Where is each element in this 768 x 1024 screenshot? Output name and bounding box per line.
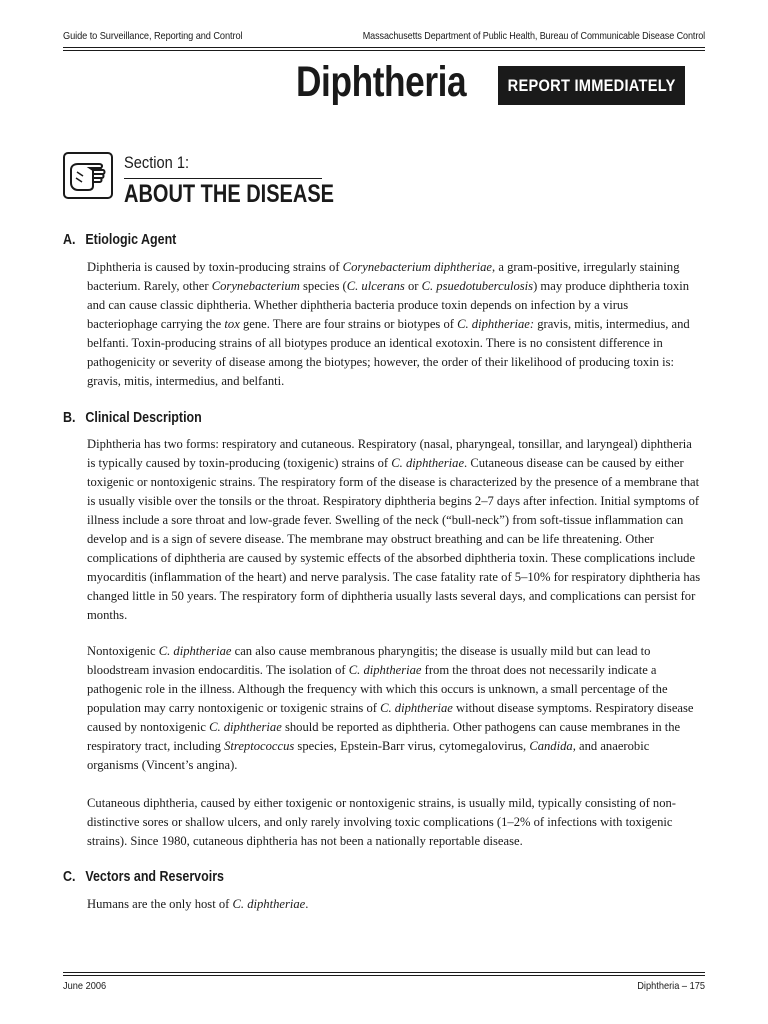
subsection-letter: B.	[63, 410, 76, 426]
italic-term: Corynebacterium	[211, 279, 300, 293]
italic-term: tox	[224, 317, 240, 331]
clinical-description-paragraph-2	[87, 642, 701, 775]
subsection-title: Vectors and Reservoirs	[85, 869, 224, 885]
text-run: ) may produce diphtheria toxin and can cause classic diphtheria. Whether diphtheria bacteria produce toxin depends on infection by a virus bacteriophage carrying the	[87, 279, 690, 331]
text-run: and anaerobic organisms (Vincent’s angina).	[87, 739, 650, 772]
footer-page-number: Diphtheria – 175	[637, 980, 705, 992]
text-run: Humans are the only host of	[87, 897, 233, 911]
subsection-title: Clinical Description	[85, 410, 202, 426]
text-run: Nontoxigenic	[87, 644, 159, 658]
section-number: Section 1:	[124, 153, 190, 172]
text-run: Diphtheria has two forms: respiratory and cutaneous. Respiratory (nasal, pharyngeal, tonsillar, and laryngeal) diphtheria is typically caused by toxin-producing (toxigenic) strains of	[87, 437, 692, 470]
text-run: or	[404, 279, 422, 293]
italic-term: C. diphtheriae	[209, 720, 282, 734]
etiologic-agent-paragraph	[87, 258, 701, 391]
subsection-title: Etiologic Agent	[85, 232, 177, 248]
footer-rule-2	[63, 975, 705, 976]
report-immediately-badge	[498, 66, 685, 105]
text-run: can also cause membranous pharyngitis; the disease is usually mild but can lead to bloodstream invasion endocarditis. The isolation of	[87, 644, 651, 677]
italic-term: Streptococcus	[224, 739, 295, 753]
italic-term: C. diphtheriae:	[457, 317, 535, 331]
footer-rule	[63, 972, 705, 973]
text-run: gene. There are four strains or biotypes of	[239, 317, 458, 331]
text-run: species (	[299, 279, 347, 293]
header-department: Massachusetts Department of Public Health, Bureau of Communicable Disease Control	[362, 30, 705, 42]
header-rule-2	[63, 50, 705, 51]
page-footer	[63, 980, 705, 992]
italic-term: C. ulcerans	[346, 279, 405, 293]
text-run: species, Epstein-Barr virus, cytomegalovirus,	[294, 739, 530, 753]
clinical-description-paragraph-3	[87, 794, 701, 851]
italic-term: C. diphtheriae	[158, 644, 232, 658]
text-run: from the throat does not necessarily indicate a pathogenic role in the illness. Although the frequency with which this occurs is unknown, a small percentage of the population may carry nontoxigenic or toxigenic strains of	[87, 663, 668, 715]
clinical-description-paragraph-1	[87, 435, 701, 625]
running-header	[63, 30, 705, 42]
text-run: , a gram-positive, irregularly staining bacterium. Rarely, other	[87, 260, 680, 293]
header-guide-title: Guide to Surveillance, Reporting and Control	[63, 30, 243, 42]
section-rule	[124, 178, 322, 179]
italic-term: C. diphtheriae	[391, 456, 465, 470]
text-run: .	[305, 897, 309, 911]
badge-label: REPORT IMMEDIATELY	[507, 75, 676, 95]
vectors-reservoirs-paragraph	[87, 895, 701, 914]
text-run: Cutaneous diphtheria, caused by either toxigenic or nontoxigenic strains, is usually mild, typically consisting of non-distinctive sores or shallow ulcers, and only rarely involving toxic complications (1–2% of infections with toxigenic strains). Since 1980, cutaneous diphtheria has not been a nationally reportable disease.	[87, 796, 676, 848]
italic-term: Candida,	[529, 739, 576, 753]
text-run: without disease symptoms. Respiratory disease caused by nontoxigenic	[87, 701, 694, 734]
text-run: gravis, mitis, intermedius, and belfanti. Toxin-producing strains of all biotypes produce an identical exotoxin. There is no consistent difference in pathogenicity or severity of disease among the biotypes; however, the order of their likelihood of producing toxin is: gravis, mitis, intermedius, and belfanti.	[87, 317, 690, 388]
italic-term: C. diphtheriae	[348, 663, 422, 677]
italic-term: C. psuedotuberculosis	[421, 279, 534, 293]
footer-date: June 2006	[63, 980, 107, 992]
text-run: Diphtheria is caused by toxin-producing strains of	[87, 260, 343, 274]
italic-term: C. diphtheriae	[380, 701, 453, 715]
subsection-letter: C.	[63, 869, 76, 885]
italic-term: Corynebacterium diphtheriae	[342, 260, 493, 274]
italic-term: C. diphtheriae	[232, 897, 306, 911]
text-run: . Cutaneous disease can be caused by either toxigenic or nontoxigenic strains. The respiratory form of the disease is characterized by the presence of a membrane that is usually visible over the tonsils or the throat. Respiratory diphtheria begins 2–7 days after infection. Initial symptoms of illness include a sore throat and low-grade fever. Swelling of the neck (“bull-neck”) from soft-tissue inflammation can develop and is a sign of severe disease. The membrane may obstruct breathing and can be life threatening. Other complications of diphtheria are caused by systemic effects of the absorbed diphtheria toxin. These complications include myocarditis (inflammation of the heart) and nerve paralysis. The case fatality rate of 5–10% for respiratory diphtheria has changed little in 50 years. The respiratory form of diphtheria usually lasts several days, and complications can persist for months.	[87, 456, 701, 622]
subsection-letter: A.	[63, 232, 76, 248]
header-rule	[63, 47, 705, 48]
subsection-a-heading	[63, 232, 176, 248]
section-title: ABOUT THE DISEASE	[124, 180, 335, 208]
pointing-hand-icon	[63, 152, 113, 199]
subsection-c-heading	[63, 869, 224, 885]
page-title: Diphtheria	[296, 58, 467, 106]
text-run: should be reported as diphtheria. Other pathogens can cause membranes in the respiratory tract, including	[87, 720, 681, 753]
subsection-b-heading	[63, 410, 202, 426]
